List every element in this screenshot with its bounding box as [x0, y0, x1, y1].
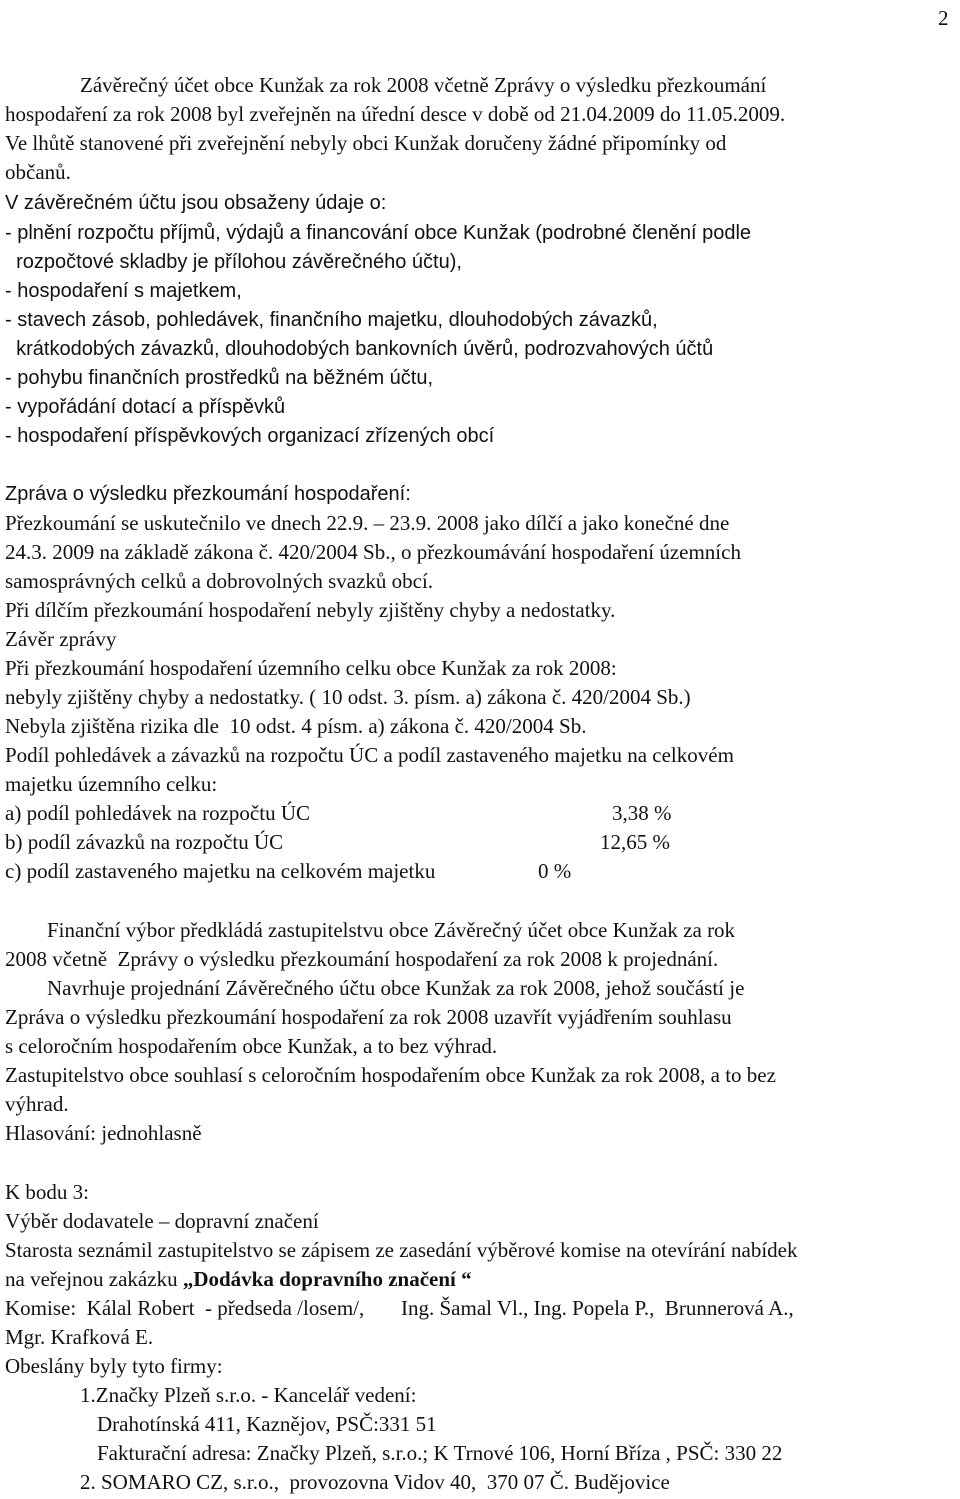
text-line: Ve lhůtě stanovené při zveřejnění nebyly obci Kunžak doručeny žádné připomínky od	[5, 131, 727, 155]
text-line	[5, 1267, 472, 1291]
contents-item: - vypořádání dotací a příspěvků	[5, 396, 286, 418]
text-line: Starosta seznámil zastupitelstvo se zápisem ze zasedání výběrové komise na otevírání nabídek	[5, 1238, 798, 1262]
firm-address: Drahotínská 411, Kaznějov, PSČ:331 51	[97, 1412, 437, 1436]
contents-item: - stavech zásob, pohledávek, finančního majetku, dlouhodobých závazků,	[5, 309, 658, 331]
text-line: Zpráva o výsledku přezkoumání hospodaření za rok 2008 uzavřít vyjádřením souhlasu	[5, 1005, 732, 1029]
contents-item: rozpočtové skladby je přílohou závěrečného účtu),	[5, 251, 462, 273]
text-line: hospodaření za rok 2008 byl zveřejněn na úřední desce v době od 21.04.2009 do 11.05.2009.	[5, 102, 786, 126]
contents-item: - pohybu finančních prostředků na běžném účtu,	[5, 367, 434, 389]
text-fragment: na veřejnou zakázku	[5, 1267, 183, 1291]
contents-item: - hospodaření s majetkem,	[5, 280, 242, 302]
text-line: Finanční výbor předkládá zastupitelstvu obce Závěrečný účet obce Kunžak za rok	[5, 918, 736, 942]
text-line: s celoročním hospodařením obce Kunžak, a to bez výhrad.	[5, 1034, 498, 1058]
text-line: výhrad.	[5, 1092, 69, 1116]
contents-item: krátkodobých závazků, dlouhodobých bankovních úvěrů, podrozvahových účtů	[5, 338, 714, 360]
contract-name: „Dodávka dopravního značení “	[182, 1267, 472, 1291]
contents-item: - hospodaření příspěvkových organizací zřízených obcí	[5, 425, 495, 447]
text-line: Závěr zprávy	[5, 627, 117, 651]
commission-line: Mgr. Krafková E.	[5, 1325, 154, 1349]
point-heading: K bodu 3:	[5, 1180, 89, 1204]
report-heading: Zpráva o výsledku přezkoumání hospodaření:	[5, 483, 411, 505]
firms-heading: Obeslány byly tyto firmy:	[5, 1354, 223, 1378]
share-value: 12,65 %	[600, 830, 670, 854]
page-number: 2	[938, 6, 949, 30]
text-line: 2008 včetně Zprávy o výsledku přezkoumání hospodaření za rok 2008 k projednání.	[5, 947, 719, 971]
share-value: 3,38 %	[612, 801, 672, 825]
share-label: a) podíl pohledávek na rozpočtu ÚC	[5, 801, 310, 825]
text-line: nebyly zjištěny chyby a nedostatky. ( 10 odst. 3. písm. a) zákona č. 420/2004 Sb.)	[5, 685, 691, 709]
point-subject: Výběr dodavatele – dopravní značení	[5, 1209, 319, 1233]
text-line: samosprávných celků a dobrovolných svazků obcí.	[5, 569, 434, 593]
text-line: Navrhuje projednání Závěrečného účtu obce Kunžak za rok 2008, jehož součástí je	[5, 976, 745, 1000]
contents-intro: V závěrečném účtu jsou obsaženy údaje o:	[5, 192, 387, 214]
text-line: Při dílčím přezkoumání hospodaření nebyly zjištěny chyby a nedostatky.	[5, 598, 616, 622]
commission-line: Komise: Kálal Robert - předseda /losem/, Ing. Šamal Vl., Ing. Popela P., Brunnerová A.,	[5, 1296, 794, 1320]
text-line: Přezkoumání se uskutečnilo ve dnech 22.9. – 23.9. 2008 jako dílčí a jako konečné dne	[5, 511, 730, 535]
text-line: Zastupitelstvo obce souhlasí s celoročním hospodařením obce Kunžak za rok 2008, a to bez	[5, 1063, 776, 1087]
text-line: 24.3. 2009 na základě zákona č. 420/2004 Sb., o přezkoumávání hospodaření územních	[5, 540, 741, 564]
text-line: občanů.	[5, 160, 71, 184]
firm-address: Fakturační adresa: Značky Plzeň, s.r.o.; K Trnové 106, Horní Bříza , PSČ: 330 22	[97, 1441, 783, 1465]
text-line: Podíl pohledávek a závazků na rozpočtu ÚC a podíl zastaveného majetku na celkovém	[5, 743, 734, 767]
share-value: 0 %	[538, 859, 572, 883]
text-line: majetku územního celku:	[5, 772, 218, 796]
vote-line: Hlasování: jednohlasně	[5, 1121, 202, 1145]
firm-name: 2. SOMARO CZ, s.r.o., provozovna Vidov 40, 370 07 Č. Budějovice	[80, 1470, 670, 1494]
firm-name: 1.Značky Plzeň s.r.o. - Kancelář vedení:	[80, 1383, 417, 1407]
text-line: Závěrečný účet obce Kunžak za rok 2008 včetně Zprávy o výsledku přezkoumání	[80, 73, 767, 97]
text-line: Nebyla zjištěna rizika dle 10 odst. 4 písm. a) zákona č. 420/2004 Sb.	[5, 714, 587, 738]
contents-item: - plnění rozpočtu příjmů, výdajů a financování obce Kunžak (podrobné členění podle	[5, 222, 752, 244]
share-label: b) podíl závazků na rozpočtu ÚC	[5, 830, 284, 854]
text-line: Při přezkoumání hospodaření územního celku obce Kunžak za rok 2008:	[5, 656, 617, 680]
share-label: c) podíl zastaveného majetku na celkovém majetku	[5, 859, 436, 883]
